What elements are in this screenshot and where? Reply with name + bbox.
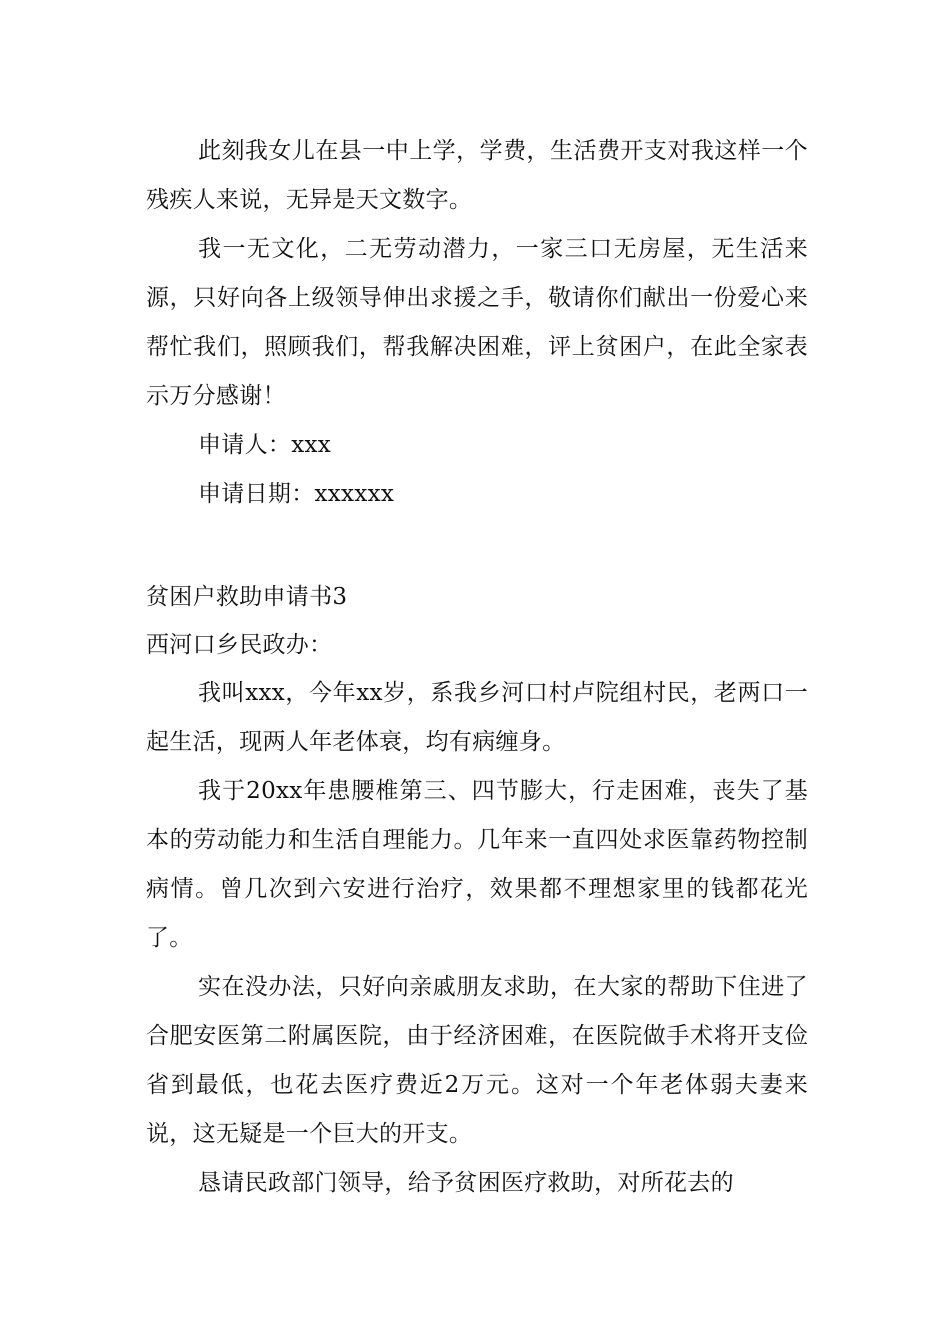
paragraph-self-intro: 我叫xxx，今年xx岁，系我乡河口村卢院组村民，老两口一起生活，现两人年老体衰，均有病缠身。 [146, 680, 808, 755]
section-2 [146, 573, 808, 1208]
document-title: 贫困户救助申请书3 [146, 584, 348, 610]
paragraph-plea: 恳请民政部门领导，给予贫困医疗救助，对所花去的 [198, 1170, 734, 1196]
section-1 [146, 127, 808, 519]
application-date-line: 申请日期：xxxxxx [198, 481, 395, 507]
paragraph-request-help: 我一无文化，二无劳动潜力，一家三口无房屋，无生活来源，只好向各上级领导伸出求援之手，敬请你们献出一份爱心来帮忙我们，照顾我们，帮我解决困难，评上贫困户，在此全家表示万分感谢！ [146, 236, 808, 409]
applicant-line: 申请人：xxx [198, 432, 332, 458]
paragraph-hospital: 实在没办法，只好向亲戚朋友求助，在大家的帮助下住进了合肥安医第二附属医院，由于经济困难，在医院做手术将开支俭省到最低，也花去医疗费近2万元。这对一个年老体弱夫妻来说，这无疑是一个巨大的开支。 [146, 974, 808, 1147]
paragraph-daughter-school: 此刻我女儿在县一中上学，学费，生活费开支对我这样一个残疾人来说，无异是天文数字。 [146, 138, 808, 213]
salutation: 西河口乡民政办： [146, 632, 333, 658]
paragraph-illness: 我于20xx年患腰椎第三、四节膨大，行走困难，丧失了基本的劳动能力和生活自理能力。几年来一直四处求医靠药物控制病情。曾几次到六安进行治疗，效果都不理想家里的钱都花光了。 [146, 778, 808, 951]
